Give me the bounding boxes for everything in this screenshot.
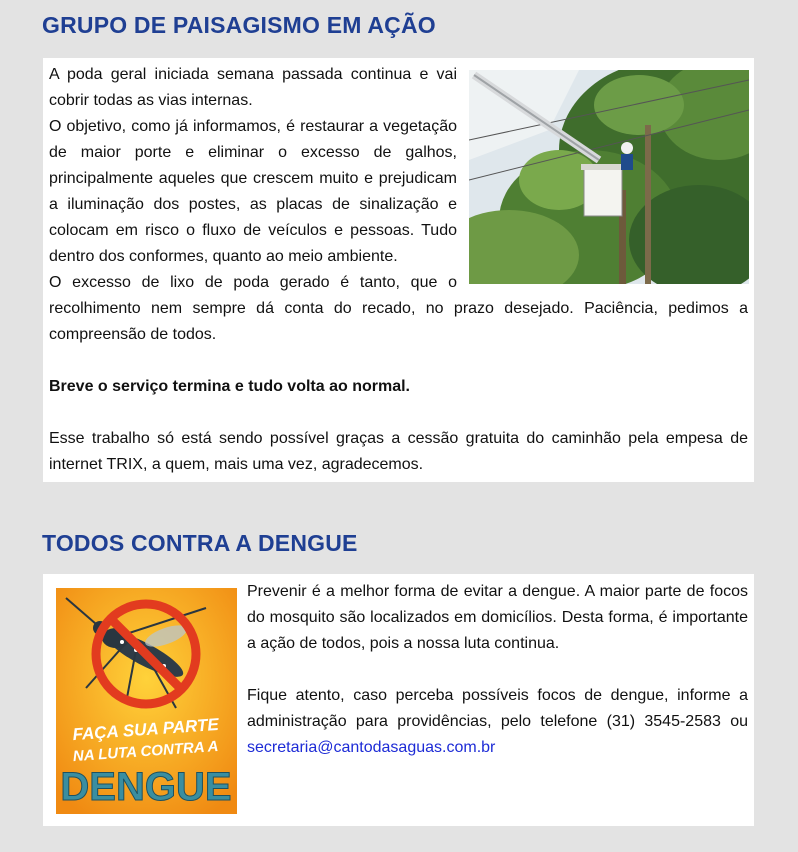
paisagismo-paragraph-1: A poda geral iniciada semana passada continua e vai cobrir todas as vias internas. bbox=[49, 66, 457, 109]
paisagismo-paragraph-3: O excesso de lixo de poda gerado é tanto, que o recolhimento nem sempre dá conta do recado, no prazo desejado. Paciência, pedimos a compreensão de todos. bbox=[49, 274, 748, 343]
section-title-dengue: TODOS CONTRA A DENGUE bbox=[42, 530, 358, 556]
dengue-poster bbox=[56, 588, 237, 814]
poster-line2: NA LUTA CONTRA A bbox=[72, 737, 220, 766]
paisagismo-closing: Esse trabalho só está sendo possível graças a cessão gratuita do caminhão pela empesa de internet TRIX, a quem, mais uma vez, agradecemos. bbox=[49, 430, 748, 473]
dengue-card bbox=[43, 574, 754, 826]
poster-line1: FAÇA SUA PARTE bbox=[71, 714, 220, 745]
paisagismo-bold-line: Breve o serviço termina e tudo volta ao normal. bbox=[49, 378, 410, 395]
poster-line3: DENGUE bbox=[60, 765, 232, 809]
email-link[interactable]: secretaria@cantodasaguas.com.br bbox=[247, 739, 496, 756]
section-title-paisagismo: GRUPO DE PAISAGISMO EM AÇÃO bbox=[42, 12, 436, 38]
tree-pruning-photo bbox=[469, 70, 749, 284]
dengue-paragraph-1: Prevenir é a melhor forma de evitar a dengue. A maior parte de focos do mosquito são localizados em domicílios. Desta forma, é importante a ação de todos, pois a nossa luta continua. bbox=[247, 583, 748, 652]
dengue-paragraph-2: Fique atento, caso perceba possíveis focos de dengue, informe a administração para providências, pelo telefone (31) 3545-2583 ou secretaria@cantodasaguas.com.br bbox=[247, 687, 748, 756]
paisagismo-paragraph-2: O objetivo, como já informamos, é restaurar a vegetação de maior porte e eliminar o excesso de galhos, principalmente aqueles que crescem muito e prejudicam a iluminação dos postes, as placas de sinalização e colocam em risco o fluxo de veículos e pessoas. Tudo dentro dos conformes, quanto ao meio ambiente. bbox=[49, 118, 457, 265]
paisagismo-card bbox=[43, 58, 754, 482]
